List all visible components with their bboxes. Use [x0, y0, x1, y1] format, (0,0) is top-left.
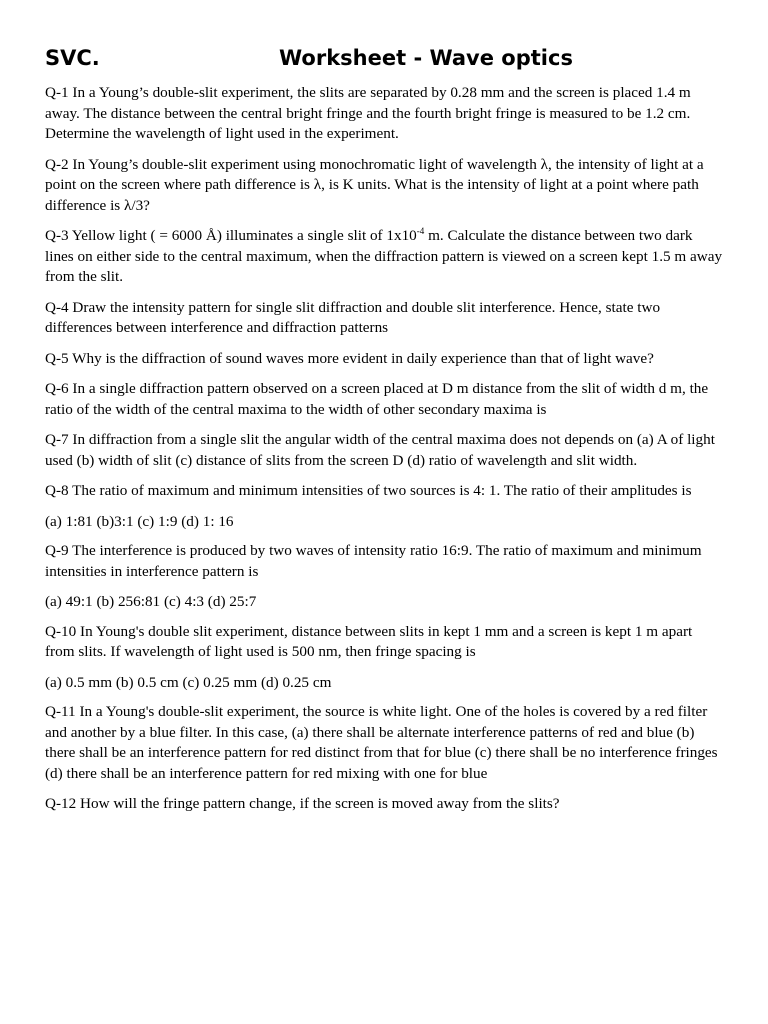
question-10-options: (a) 0.5 mm (b) 0.5 cm (c) 0.25 mm (d) 0.25 cm [45, 673, 332, 691]
question-2: Q-2 In Young’s double-slit experiment using monochromatic light of wavelength λ, the intensity of light at a point on the screen where path difference is λ, is K units. What is the intensity of light at a point where path difference is λ/3? [45, 155, 704, 214]
question-8-options: (a) 1:81 (b)3:1 (c) 1:9 (d) 1: 16 [45, 512, 234, 530]
question-3-text-before: Q-3 Yellow light ( = 6000 Å) illuminates a single slit of 1x10 [45, 227, 417, 244]
question-8: Q-8 The ratio of maximum and minimum intensities of two sources is 4: 1. The ratio of their amplitudes is [45, 482, 692, 499]
question-11: Q-11 In a Young's double-slit experiment, the source is white light. One of the holes is covered by a red filter and another by a blue filter. In this case, (a) there shall be alternate interference patterns of red and blue (b) there shall be an interference pattern for red distinct from that for blue (c) there shall be no interference fringes (d) there shall be an interference pattern for red mixing with one for blue [45, 703, 718, 782]
question-6: Q-6 In a single diffraction pattern observed on a screen placed at D m distance from the slit of width d m, the ratio of the width of the central maxima to the width of other secondary maxima is [45, 380, 709, 418]
question-3-text-after: m. Calculate the distance between two dark lines on either side to the central maximum, when the diffraction pattern is viewed on a screen kept 1.5 m away from the slit. [45, 227, 723, 285]
question-9: Q-9 The interference is produced by two waves of intensity ratio 16:9. The ratio of maximum and minimum intensities in interference pattern is [45, 542, 702, 580]
worksheet-title: Worksheet - Wave optics [279, 46, 573, 70]
question-4: Q-4 Draw the intensity pattern for single slit diffraction and double slit interference. Hence, state two differences between interference and diffraction patterns [45, 298, 661, 336]
question-1: Q-1 In a Young’s double-slit experiment, the slits are separated by 0.28 mm and the screen is placed 1.4 m away. The distance between the central bright fringe and the fourth bright fringe is measured to be 1.2 cm. Determine the wavelength of light used in the experiment. [45, 84, 691, 142]
question-10: Q-10 In Young's double slit experiment, distance between slits in kept 1 mm and a screen is kept 1 m apart from slits. If wavelength of light used is 500 nm, then fringe spacing is [45, 622, 693, 660]
school-name: SVC. [45, 46, 100, 70]
worksheet-page [45, 44, 723, 825]
question-7: Q-7 In diffraction from a single slit the angular width of the central maxima does not depends on (a) A of light used (b) width of slit (c) distance of slits from the screen D (d) ratio of wavelength and slit width. [45, 431, 715, 469]
worksheet-header [45, 44, 723, 76]
question-9-options: (a) 49:1 (b) 256:81 (c) 4:3 (d) 25:7 [45, 593, 257, 610]
question-5: Q-5 Why is the diffraction of sound waves more evident in daily experience than that of light wave? [45, 349, 654, 367]
question-3-exponent: -4 [416, 226, 425, 236]
question-3 [45, 226, 723, 288]
question-list [45, 83, 723, 815]
question-12: Q-12 How will the fringe pattern change, if the screen is moved away from the slits? [45, 795, 560, 812]
